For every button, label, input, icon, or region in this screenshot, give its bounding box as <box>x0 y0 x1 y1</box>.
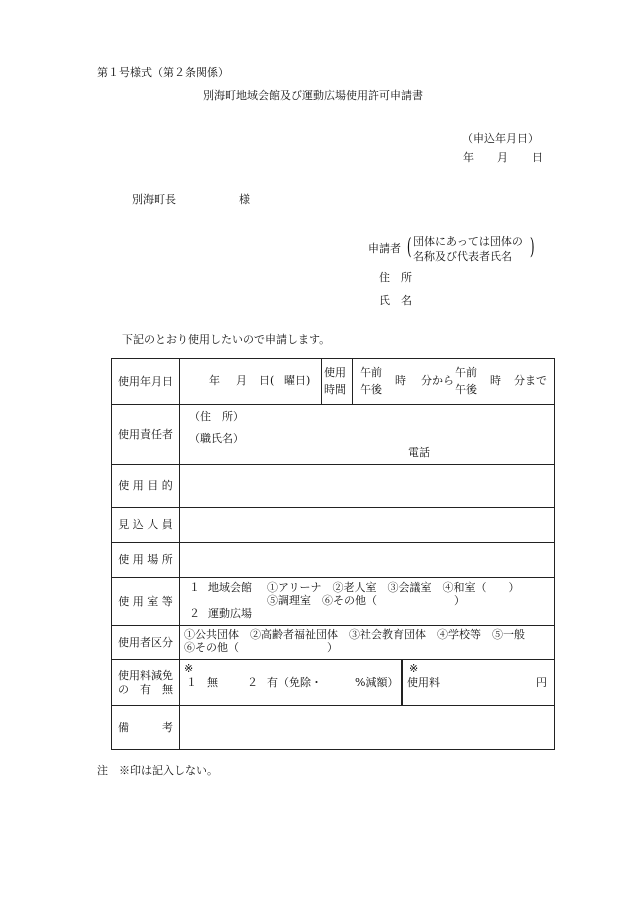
remarks-label: 備 考 <box>112 706 180 750</box>
row-purpose <box>112 465 555 508</box>
attendance-label: 見 込 人 員 <box>112 508 180 543</box>
document-title: 別海町地域会館及び運動広場使用許可申請書 <box>203 89 423 102</box>
applicant-address-label: 住 所 <box>379 271 412 284</box>
time-end-until: 分まで <box>514 374 547 387</box>
date-month: 月 <box>497 151 508 164</box>
responsible-position: （職氏名） <box>189 432 244 445</box>
remarks-cell[interactable] <box>180 706 555 750</box>
row-attendance <box>112 508 555 543</box>
fee-label: 使用料 <box>407 676 440 689</box>
purpose-cell[interactable] <box>180 465 555 508</box>
row-responsible <box>112 405 555 465</box>
fee-option1: 無 <box>207 676 218 689</box>
form-number: 第１号様式（第２条関係） <box>97 66 229 79</box>
application-table <box>111 358 555 750</box>
purpose-label: 使 用 目 的 <box>112 465 180 508</box>
time-divider-left <box>321 359 322 404</box>
use-month: 月 <box>236 374 247 387</box>
fee-exemption-cell[interactable] <box>180 660 440 706</box>
date-year: 年 <box>463 151 474 164</box>
applicant-note-line2: 名称及び代表者氏名 <box>413 250 512 263</box>
row-user-type <box>112 626 555 660</box>
time-divider-right <box>352 359 353 404</box>
note-close-paren: ) <box>529 235 535 260</box>
fee-option2: 有（免除・ %減額） <box>267 676 399 689</box>
use-weekday: 曜日) <box>284 374 311 387</box>
responsible-address: （住 所） <box>189 410 244 423</box>
user-type-line2: ⑥その他（ ） <box>184 641 338 654</box>
use-day: 日( <box>259 374 275 387</box>
applicant-label: 申請者 <box>368 242 401 255</box>
time-start-am: 午前 <box>360 366 382 379</box>
rooms-label: 使 用 室 等 <box>112 578 180 626</box>
addressee-name: 別海町長 <box>132 193 176 206</box>
intro-text: 下記のとおり使用したいので申請します。 <box>122 333 331 346</box>
rooms-item1-name: 地域会館 <box>208 581 252 594</box>
fee-amount-cell[interactable] <box>403 660 555 706</box>
time-label-2: 時間 <box>324 383 346 396</box>
row-remarks <box>112 706 555 750</box>
time-start-hour: 時 <box>395 374 406 387</box>
user-type-line1: ①公共団体 ②高齢者福祉団体 ③社会教育団体 ④学校等 ⑤一般 <box>184 628 525 641</box>
note-open-paren: ( <box>406 235 412 260</box>
fee-exemption-mark: ※ <box>184 662 194 675</box>
row-rooms <box>112 578 555 626</box>
time-start-pm: 午後 <box>360 383 382 396</box>
row-fee <box>112 660 555 706</box>
time-end-hour: 時 <box>490 374 501 387</box>
applicant-note-line1: 団体にあっては団体の <box>413 235 523 248</box>
responsible-label: 使用責任者 <box>112 405 180 465</box>
rooms-item1-num: １ <box>189 581 200 594</box>
footnote: 注 ※印は記入しない。 <box>97 764 218 777</box>
time-end-am: 午前 <box>455 366 477 379</box>
time-start-from: 分から <box>421 374 454 387</box>
fee-yen: 円 <box>536 676 548 689</box>
rooms-item1-options1: ①アリーナ ②老人室 ③会議室 ④和室（ ） <box>267 581 520 594</box>
fee-option1-num: １ <box>186 676 197 689</box>
responsible-cell[interactable] <box>180 405 555 465</box>
date-label: （申込年月日） <box>462 132 539 145</box>
addressee-honorific: 様 <box>239 193 250 206</box>
time-end-pm: 午後 <box>455 383 477 396</box>
applicant-name-label: 氏 名 <box>379 294 412 307</box>
fee-amount-mark: ※ <box>409 662 419 675</box>
place-cell[interactable] <box>180 543 555 578</box>
use-year: 年 <box>209 374 220 387</box>
fee-exemption-label-2: の 有 無 <box>118 682 173 696</box>
rooms-item2-num: ２ <box>189 607 200 620</box>
time-label-1: 使用 <box>324 366 346 379</box>
user-type-cell[interactable] <box>180 626 555 660</box>
row-use-date <box>112 359 555 405</box>
row-place <box>112 543 555 578</box>
place-label: 使 用 場 所 <box>112 543 180 578</box>
responsible-phone: 電話 <box>408 446 430 459</box>
date-day: 日 <box>532 151 543 164</box>
rooms-cell[interactable] <box>180 578 555 626</box>
rooms-item2-name: 運動広場 <box>208 607 252 620</box>
use-date-label: 使用年月日 <box>112 359 180 405</box>
fee-exemption-label <box>112 660 180 706</box>
fee-option2-num: ２ <box>247 676 258 689</box>
rooms-item1-options2: ⑤調理室 ⑥その他（ ） <box>267 594 465 607</box>
attendance-cell[interactable] <box>180 508 555 543</box>
user-type-label: 使用者区分 <box>112 626 180 660</box>
fee-exemption-label-1: 使用料減免 <box>118 669 173 683</box>
use-date-cell[interactable] <box>180 359 555 405</box>
